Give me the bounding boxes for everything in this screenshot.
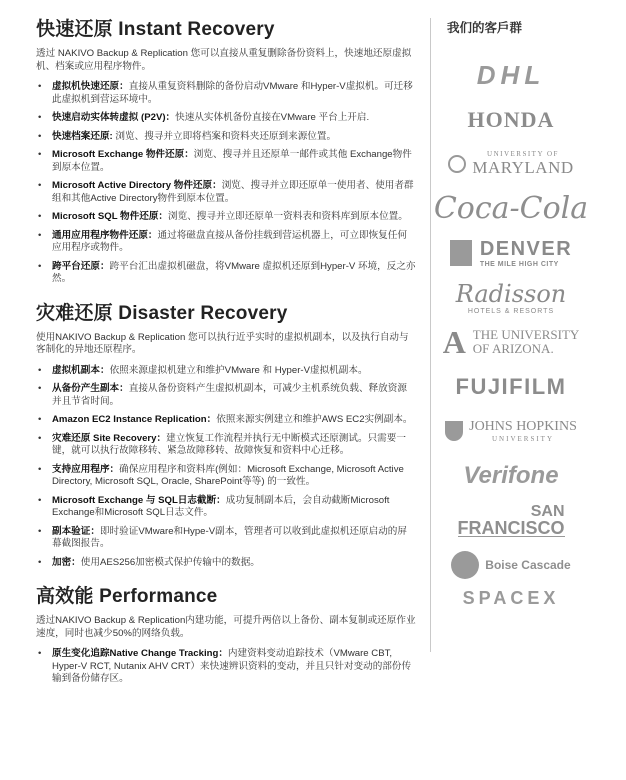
johns-hopkins-logo: JOHNS HOPKINS UNIVERSITY (431, 410, 591, 452)
list-item: • 虚拟机副本：依照来源虚拟机建立和维护VMware 和 Hyper-V虚拟机副本。 (36, 365, 416, 378)
list-item: • 跨平台还原：跨平台汇出虚拟机磁盘，将VMware 虚拟机还原到Hyper-V 环境，反之亦然。 (36, 261, 416, 286)
honda-logo: HONDA (467, 106, 555, 132)
list-item: • 副本验证：即时验证VMware和Hype-V副本，管理者可以收到此虚拟机还原启动的屏幕截图报告。 (36, 526, 416, 551)
san-francisco-logo: SAN FRANCISCO (457, 502, 565, 538)
list-item: • Microsoft SQL 物件还原：浏览、搜寻并立即还原单一资料表和资料库到原本位置。 (36, 211, 416, 224)
section-disaster-recovery (36, 302, 416, 570)
boise-tree-icon (451, 551, 479, 579)
list-item: • 快速启动实体转虚拟 (P2V)：快速从实体机备份直接在VMware 平台上开启. (36, 112, 416, 125)
denver-mark-icon (450, 240, 472, 266)
section-title: 灾难还原 Disaster Recovery (36, 302, 288, 324)
section-instant-recovery (36, 18, 416, 286)
coca-cola-logo: Coca-Cola (433, 191, 589, 226)
boise-cascade-logo: Boise Cascade (431, 544, 591, 586)
spacex-logo: SPACEX (462, 588, 560, 608)
sidebar-title: 我们的客戶群 (447, 21, 523, 35)
section-intro: 透过NAKIVO Backup & Replication内建功能，可提升两倍以上备份、副本复制或还原作业速度，同时也减少50%的网络负载。 (36, 615, 416, 639)
list-item: • 通用应用程序物件还原：通过将磁盘直接从备份挂载到营运机器上，可立即恢复任何应用程序或物件。 (36, 230, 416, 255)
feature-list (36, 365, 416, 570)
list-item: • Microsoft Exchange 物件还原：浏览、搜寻并且还原单一邮件或其他 Exchange物件到原本位置。 (36, 149, 416, 174)
verifone-logo: Verifone (463, 461, 559, 489)
list-item: • Microsoft Active Directory 物件还原：浏览、搜寻并立即还原单一使用者、使用者群组和其他Active Directory物件到原本位置。 (36, 180, 416, 205)
jh-shield-icon (445, 421, 463, 441)
customers-sidebar (430, 18, 591, 652)
list-item: • 灾难还原 Site Recovery：建立恢复工作流程并执行无中断模式还原测试。只需要一键，就可以执行故障移转、紧急故障移转、故障恢复和资料中心迁移。 (36, 433, 416, 458)
section-performance (36, 585, 416, 686)
list-item: • Microsoft Exchange 与 SQL日志截断：成功复制副本后，会自动截断Microsoft Exchange和Microsoft SQL日志文件。 (36, 495, 416, 520)
umd-seal-icon (448, 155, 466, 173)
list-item: • 加密：使用AES256加密模式保护传输中的数据。 (36, 557, 416, 570)
section-intro: 使用NAKIVO Backup & Replication 您可以执行近乎实时的虚拟机副本，以及执行自动与客制化的异地还原程序。 (36, 331, 409, 355)
list-item: • 从备份产生副本：直接从备份资料产生虚拟机副本，可减少主机系统负载、释放资源并且节省时间。 (36, 383, 416, 408)
arizona-a-icon: A (442, 323, 466, 360)
feature-list (36, 81, 416, 286)
main-content (36, 18, 416, 702)
list-item: • 支持应用程序：确保应用程序和资料库(例如：Microsoft Exchange, Microsoft Active Directory, Microsoft SQL, Oracle, SharePoint等等) 的一致性。 (36, 464, 416, 489)
list-item: • 快速档案还原: 浏览、搜寻并立即将档案和资料夹还原到来源位置。 (36, 131, 416, 144)
customer-logos (431, 54, 591, 633)
feature-list (36, 648, 416, 686)
section-title: 高效能 Performance (36, 586, 218, 607)
denver-logo: DENVER THE MILE HIGH CITY (431, 232, 591, 274)
dhl-logo: DHL (476, 59, 546, 90)
section-intro: 透过 NAKIVO Backup & Replication 您可以直接从重复删除备份资料上，快速地还原虚拟机、档案或应用程序物件。 (36, 48, 412, 72)
arizona-logo: A THE UNIVERSITY OF ARIZONA. (442, 323, 580, 360)
radisson-logo: Radisson HOTELS & RESORTS (455, 280, 567, 315)
section-title: 快速还原 Instant Recovery (36, 19, 275, 40)
list-item: • Amazon EC2 Instance Replication：依照来源实例建立和维护AWS EC2实例副本。 (36, 414, 416, 427)
list-item: • 原生变化追踪Native Change Tracking：内建资料变动追踪技术（VMware CBT, Hyper-V RCT, Nutanix AHV CRT）来快速辨识资料的变动，并且只针对变动的部份传输到备份储存区。 (36, 648, 416, 686)
umd-logo: UNIVERSITY OF MARYLAND (431, 143, 591, 185)
fujifilm-logo: FUJIFILM (455, 373, 567, 399)
list-item: • 虚拟机快速还原：直接从重复资料删除的备份启动VMware 和Hyper-V虚拟机。可迁移此虚拟机到营运环境中。 (36, 81, 416, 106)
